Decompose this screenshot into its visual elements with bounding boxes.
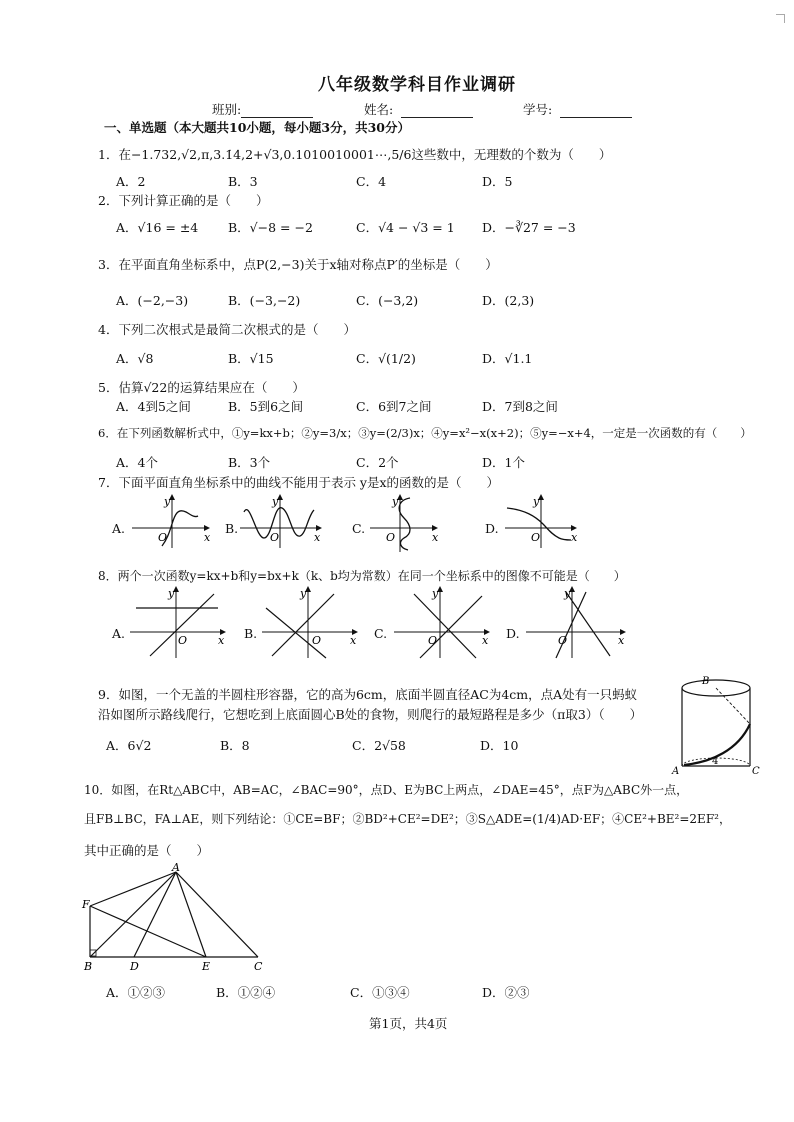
q10-option-c[interactable]: C．①③④ [350, 985, 410, 1000]
q1-option-c[interactable]: C．4 [356, 174, 387, 189]
origin-label: O [386, 531, 396, 544]
q8-option-c[interactable]: C. [374, 626, 388, 641]
axis-y-label: y [164, 495, 171, 508]
point-e-label: E [202, 960, 211, 973]
q1-option-d[interactable]: D．5 [482, 174, 513, 189]
section-heading: 一、单选题（本大题共10小题，每小题3分，共30分） [104, 120, 410, 135]
diameter-label: 4 [712, 756, 719, 767]
class-blank[interactable] [241, 105, 313, 118]
axis-x-label: x [432, 531, 439, 544]
q4-stem: 4．下列二次根式是最简二次根式的是（ ） [98, 322, 356, 337]
q6-option-d[interactable]: D．1个 [482, 455, 525, 470]
scan-corner-mark [776, 14, 785, 23]
origin-label: O [312, 634, 322, 647]
q6-stem: 6．在下列函数解析式中，①y=kx+b；②y=3/x；③y=(2/3)x；④y=x²−x(x+2)；⑤y=−x+4，一定是一次函数的有（ ） [98, 426, 752, 440]
q9-option-a[interactable]: A．6√2 [106, 738, 152, 753]
origin-label: O [158, 531, 168, 544]
id-blank[interactable] [560, 105, 632, 118]
q10-line-2: 且FB⊥BC，FA⊥AE，则下列结论：①CE=BF；②BD²+CE²=DE²；③S△ADE=(1/4)AD·EF；④CE²+BE²=2EF²， [84, 812, 731, 826]
q9-option-d[interactable]: D．10 [480, 738, 519, 753]
id-label: 学号: [523, 102, 553, 117]
point-d-label: D [130, 960, 139, 973]
name-blank[interactable] [401, 105, 473, 118]
q10-line-1: 10．如图，在Rt△ABC中，AB=AC，∠BAC=90°，点D、E为BC上两点，∠DAE=45°，点F为△ABC外一点， [84, 783, 689, 797]
q2-stem: 2．下列计算正确的是（ ） [98, 193, 269, 208]
q5-stem: 5．估算√22的运算结果应在（ ） [98, 380, 305, 395]
q4-option-a[interactable]: A．√8 [116, 351, 154, 366]
origin-label: O [428, 634, 438, 647]
q7-option-b[interactable]: B. [225, 521, 239, 536]
q8-option-d[interactable]: D. [506, 626, 520, 641]
origin-label: O [531, 531, 541, 544]
id-field [523, 100, 632, 118]
axis-y-label: y [392, 495, 399, 508]
axis-x-label: x [571, 531, 578, 544]
axis-x-label: x [482, 634, 489, 647]
q10-triangle-figure [82, 862, 272, 974]
q7-option-d[interactable]: D. [485, 521, 499, 536]
q2-option-c[interactable]: C．√4 − √3 = 1 [356, 220, 455, 235]
q1-option-a[interactable]: A．2 [116, 174, 146, 189]
q5-option-a[interactable]: A．4到5之间 [116, 399, 191, 414]
class-field [212, 100, 313, 118]
axis-y-label: y [533, 495, 540, 508]
origin-label: O [178, 634, 188, 647]
q3-option-b[interactable]: B．(−3,−2) [228, 293, 301, 308]
q9-option-c[interactable]: C．2√58 [352, 738, 406, 753]
q4-option-b[interactable]: B．√15 [228, 351, 274, 366]
q3-option-c[interactable]: C．(−3,2) [356, 293, 419, 308]
q1-stem: 1．在−1.732,√2,π,3.1̇4̇,2+√3,0.1010010001⋯,5/6这些数中，无理数的个数为（ ） [98, 147, 612, 162]
origin-label: O [558, 634, 568, 647]
q2-option-a[interactable]: A．√16 = ±4 [116, 220, 199, 235]
q3-option-d[interactable]: D．(2,3) [482, 293, 535, 308]
q7-graph-a [132, 494, 212, 548]
q6-option-c[interactable]: C．2个 [356, 455, 399, 470]
axis-y-label: y [300, 587, 307, 600]
axis-x-label: x [204, 531, 211, 544]
name-label: 姓名: [364, 102, 394, 117]
q8-graph-c [394, 586, 494, 658]
point-a-label: A [672, 766, 680, 777]
q8-graph-b [262, 586, 362, 658]
axis-x-label: x [314, 531, 321, 544]
q9-half-cylinder-figure [672, 674, 766, 778]
q2-option-d[interactable]: D．−∛27 = −3 [482, 220, 576, 235]
page-footer: 第1页，共4页 [369, 1016, 448, 1031]
point-b-label: B [702, 676, 710, 687]
q9-line-2: 沿如图所示路线爬行，它想吃到上底面圆心B处的食物，则爬行的最短路程是多少（π取3）（ ） [98, 707, 643, 722]
point-a-label: A [172, 861, 180, 874]
class-label: 班别: [212, 102, 242, 117]
q7-graph-c [370, 494, 450, 554]
q1-option-b[interactable]: B．3 [228, 174, 258, 189]
q2-option-b[interactable]: B．√−8 = −2 [228, 220, 313, 235]
q7-option-c[interactable]: C. [352, 521, 366, 536]
q6-option-b[interactable]: B．3个 [228, 455, 271, 470]
q8-graph-a [130, 586, 230, 658]
q7-stem: 7．下面平面直角坐标系中的曲线不能用于表示 y是x的函数的是（ ） [98, 475, 500, 490]
axis-y-label: y [564, 587, 571, 600]
q3-stem: 3．在平面直角坐标系中，点P(2,−3)关于x轴对称点P′的坐标是（ ） [98, 257, 498, 272]
q10-option-d[interactable]: D．②③ [482, 985, 530, 1000]
q5-option-b[interactable]: B．5到6之间 [228, 399, 304, 414]
origin-label: O [270, 531, 280, 544]
axis-x-label: x [618, 634, 625, 647]
q5-option-d[interactable]: D．7到8之间 [482, 399, 558, 414]
q6-option-a[interactable]: A．4个 [116, 455, 158, 470]
q7-graph-d [505, 494, 589, 548]
q8-graph-d [526, 586, 630, 658]
axis-y-label: y [168, 587, 175, 600]
q8-option-a[interactable]: A. [112, 626, 126, 641]
q5-option-c[interactable]: C．6到7之间 [356, 399, 432, 414]
q7-option-a[interactable]: A. [112, 521, 126, 536]
axis-x-label: x [218, 634, 225, 647]
q9-option-b[interactable]: B．8 [220, 738, 250, 753]
point-b-label: B [84, 960, 93, 973]
q8-stem: 8．两个一次函数y=kx+b和y=bx+k（k、b均为常数）在同一个坐标系中的图像不可能是（ ） [98, 569, 626, 583]
point-c-label: C [752, 766, 760, 777]
q10-option-a[interactable]: A．①②③ [106, 985, 166, 1000]
axis-y-label: y [272, 495, 279, 508]
q4-option-d[interactable]: D．√1.1 [482, 351, 533, 366]
q10-option-b[interactable]: B．①②④ [216, 985, 276, 1000]
q10-line-3: 其中正确的是（ ） [84, 843, 210, 858]
q9-line-1: 9．如图，一个无盖的半圆柱形容器，它的高为6cm，底面半圆直径AC为4cm，点A处有一只蚂蚁 [98, 687, 638, 702]
q8-option-b[interactable]: B. [244, 626, 258, 641]
q7-graph-b [240, 494, 324, 548]
q4-option-c[interactable]: C．√(1/2) [356, 351, 416, 366]
name-field [364, 100, 473, 118]
axis-x-label: x [350, 634, 357, 647]
page-title: 八年级数学科目作业调研 [318, 75, 516, 95]
q3-option-a[interactable]: A．(−2,−3) [116, 293, 189, 308]
point-f-label: F [82, 898, 90, 911]
point-c-label: C [254, 960, 263, 973]
axis-y-label: y [432, 587, 439, 600]
